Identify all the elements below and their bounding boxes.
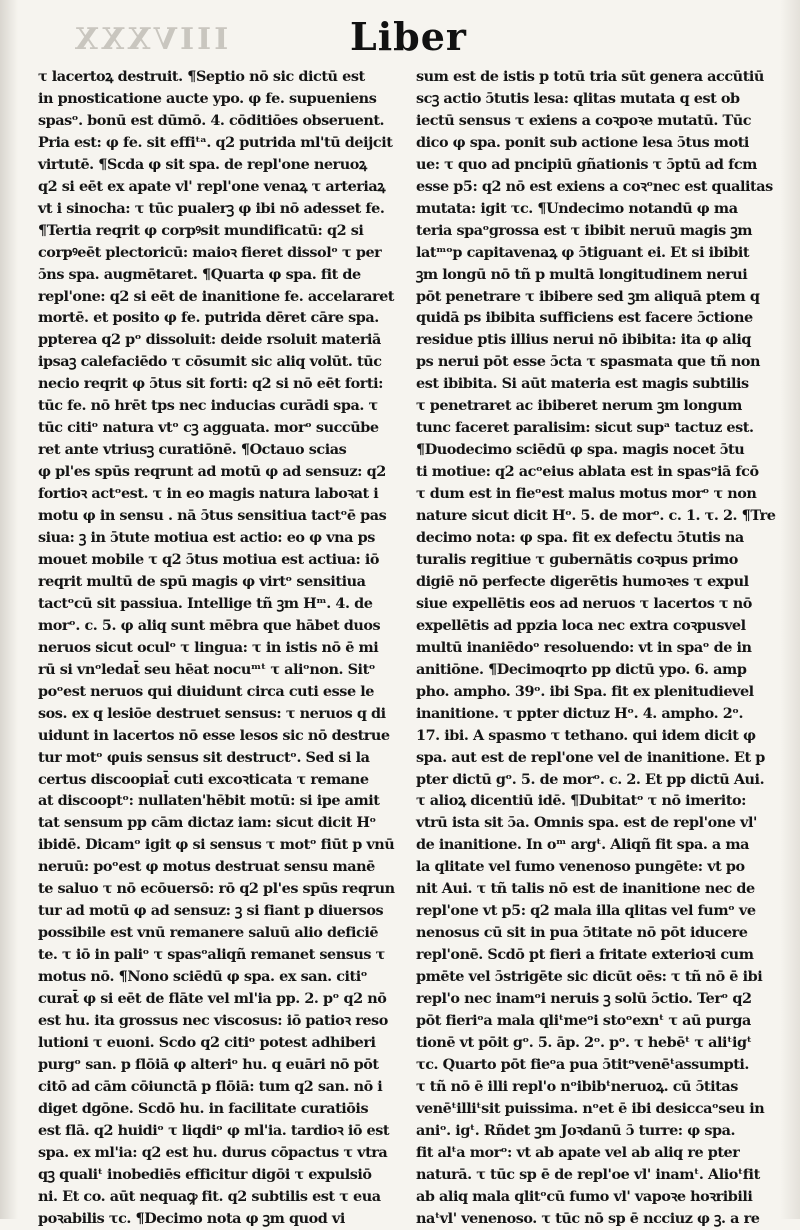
text-line: in pnosticatione aucte ypo. φ fe. supueniens [38, 89, 377, 107]
text-line: repl'one: q2 si eēt de inanitione fe. accelararet [38, 287, 394, 305]
text-line: tionē vt pōit gᵒ. 5. āp. 2ᵒ. pᵒ. τ hebēᵗ τ aliᵗigᵗ [416, 1033, 752, 1051]
text-line: mortē. et posito φ fe. putrida dēret cāre spa. [38, 309, 379, 327]
text-line: aniᵒ. igᵗ. Rñdet ꝫm Joꝛdanū ɔ̄ turre: φ spa. [416, 1121, 736, 1139]
text-line: ret ante vtriusꝫ curatiōnē. ¶Octauo scias [38, 441, 347, 459]
text-line: expellētis ad ppzia loca nec extra coꝛpusvel [416, 616, 746, 634]
text-line: neruos sicut oculᵒ τ lingua: τ in istis nō ē mi [38, 638, 379, 656]
text-line: est hu. ita grossus nec viscosus: iō patioꝛ reso [38, 1011, 388, 1029]
text-line: spasᵒ. bonū est dūmō. 4. cōditiōes obseruent. [38, 111, 385, 129]
text-line: pōt fieriᵒa mala qliᵗmeᵒi stoᵒexnᵗ τ aū purga [416, 1011, 751, 1029]
text-line: venēᵗilliᵗsit puissima. nᵒet ē ibi desiccaᵒseu in [416, 1099, 765, 1117]
text-line: reqrit multū de spū magis φ virtᵒ sensitiua [38, 572, 366, 590]
text-line: anitiōne. ¶Decimoqrto pp dictū ypo. 6. amp [416, 660, 747, 678]
text-line: est flā. q2 huidiᵒ τ liqdiᵒ φ ml'ia. tardioꝛ iō est [38, 1121, 390, 1139]
text-line: tūc citiᵒ natura vtᵒ cꝫ agguata. morᵒ succūbe [38, 419, 379, 437]
text-line: citō ad cām cōiunctā p flōiā: tum q2 san. nō i [38, 1077, 383, 1095]
text-line: q2 si eēt ex apate vl' repl'one venaꝝ τ arteriaꝝ [38, 177, 386, 195]
text-line: iectū sensus τ exiens a coꝛpoꝛe mutatū. Tūc [416, 111, 752, 129]
text-line: digiē nō perfecte digerētis humoꝛes τ expul [416, 572, 749, 590]
text-line: lutioni τ euoni. Scdo q2 citiᵒ potest adhiberi [38, 1033, 376, 1051]
text-line: scꝫ actio ɔ̄tutis lesa: qlitas mutata q est ob [416, 89, 740, 107]
text-line: uidunt in lacertos nō esse lesos sic nō destrue [38, 726, 390, 744]
text-line: repl'onē. Scdō pt fieri a fritate exterioꝛi cum [416, 946, 754, 964]
text-line: necio reqrit φ ɔ̄tus sit forti: q2 si nō eēt forti: [38, 375, 384, 393]
text-line: residue ptis illius nerui nō ibibita: ita φ aliq [416, 331, 751, 349]
running-head: Liber [350, 14, 467, 59]
text-line: repl'o nec inamᵒi neruis ꝫ solū ɔ̄ctio. Terᵒ q2 [416, 990, 752, 1008]
text-line: τ dum est in fieᵒest malus motus morᵒ τ non [416, 485, 757, 503]
text-line: multū inaniēdoᵒ resoluendo: vt in spaᵒ de in [416, 638, 752, 656]
text-line: tat sensum pp cām dictaz iam: sicut dicit Hᵒ [38, 814, 376, 832]
text-line: repl'one vt p5: q2 mala illa qlitas vel fumᵒ ve [416, 902, 756, 920]
text-line: mutata: igit τc. ¶Undecimo notandū φ ma [416, 199, 738, 217]
text-line: ab aliq mala qlitᵒcū fumo vl' vapoꝛe hoꝛribili [416, 1187, 753, 1205]
text-line: nature sicut dicit Hᵒ. 5. de morᵒ. c. 1. τ. 2. ¶Tre [416, 507, 776, 525]
text-line: ꝫm longū nō tñ p multā longitudinem nerui [416, 265, 748, 283]
text-line: sum est de istis p totū tria sūt genera accūtiū [416, 68, 764, 85]
text-line: φ pl'es spūs reqrunt ad motū φ ad sensuz: q2 [38, 463, 386, 481]
text-line: naturā. τ tūc sp ē de repl'oe vl' inamᵗ. Alioᵗfit [416, 1165, 760, 1183]
text-line: certus discoopiat̄ cuti excoꝛticata τ remane [38, 770, 369, 788]
text-line: purgᵒ san. p flōiā φ alteriᵒ hu. q euāri nō pōt [38, 1055, 379, 1073]
text-line: tur ad motū φ ad sensuz: ꝫ si fiant p diuersos [38, 902, 384, 920]
text-line: tūc fe. nō hrēt tps nec inducias curādi spa. τ [38, 397, 378, 415]
text-line: ps nerui pōt esse ɔ̄cta τ spasmata que tñ non [416, 353, 761, 371]
text-line: curat̄ φ si eēt de flāte vel ml'ia pp. 2. pᵒ q2 nō [38, 990, 387, 1008]
show-through-text: IIIVXXX [72, 22, 229, 57]
text-line: τ alioꝝ dicentiū idē. ¶Dubitatᵒ τ nō imerito: [416, 792, 747, 810]
text-line: τ penetraret ac ibiberet nerum ꝫm longum [416, 397, 742, 415]
text-line: siue expellētis eos ad neruos τ lacertos τ nō [416, 594, 752, 612]
text-line: τ lacertoꝝ destruit. ¶Septio nō sic dictū est [38, 68, 365, 85]
text-line: ɔ̄ns spa. augmētaret. ¶Quarta φ spa. fit de [38, 265, 361, 283]
text-line: 17. ibi. A spasmo τ tethano. qui idem dicit φ [416, 726, 756, 744]
text-line: ibidē. Dicamᵒ igit φ si sensus τ motᵒ fiūt p vnū [38, 836, 395, 854]
text-line: fortioꝛ actᵒest. τ in eo magis natura laboꝛat i [38, 485, 379, 503]
text-line: Pria est: φ fe. sit effiᵗᵃ. q2 putrida ml'tū deijcit [38, 133, 393, 151]
text-line: poᵒest neruos qui diuidunt circa cuti esse le [38, 682, 374, 700]
text-line: tactᵒcū sit passiua. Intellige tñ ꝫm Hᵐ. 4. de [38, 594, 373, 612]
text-line: pho. ampho. 39ᵒ. ibi Spa. fit ex plenitudievel [416, 682, 754, 700]
text-line: pter dictū gᵒ. 5. de morᵒ. c. 2. Et pp dictū Aui. [416, 770, 765, 788]
right-column [416, 66, 778, 1227]
text-line: ¶Duodecimo sciēdū φ spa. magis nocet ɔ̄tu [416, 441, 745, 459]
text-line: possibile est vnū remanere saluū alio deficiē [38, 924, 379, 942]
text-line: corpꝰeēt plectoricū: maioꝛ fieret dissolᵒ τ per [38, 243, 382, 261]
text-line: diget dgōne. Scdō hu. in facilitate curatiōis [38, 1099, 369, 1117]
text-line: te saluo τ nō ecōuersō: rō q2 pl'es spūs reqrun [38, 880, 395, 898]
text-line: nenosus cū sit in pua ɔ̄titate nō pōt iducere [416, 924, 748, 942]
text-line: te. τ iō in paliᵒ τ spasᵒaliqñ remanet sensus τ [38, 946, 385, 964]
text-line: naᵗvl' venenoso. τ tūc nō sp ē ncciuz φ ꝫ. a re [416, 1209, 760, 1227]
text-line: motus nō. ¶Nono sciēdū φ spa. ex san. citiᵒ [38, 968, 368, 986]
text-line: pmēte vel ɔ̄strigēte sic dicūt oēs: τ tñ nō ē ibi [416, 968, 763, 986]
text-line: virtutē. ¶Scda φ sit spa. de repl'one neruoꝝ [38, 155, 367, 173]
text-line: siua: ꝫ in ɔ̄tute motiua est actio: eo φ vna ps [38, 529, 375, 547]
left-column [38, 66, 400, 1227]
text-line: tur motᵒ φuis sensus sit destructᵒ. Sed si la [38, 748, 370, 766]
text-line: τ tñ nō ē illi repl'o nᵒibibᵗneruoꝝ. cū ɔ̄titas [416, 1077, 738, 1095]
text-line: ni. Et co. aūt nequaꝙ fit. q2 subtilis est τ eua [38, 1187, 381, 1205]
text-line: la qlitate vel fumo venenoso pungēte: vt po [416, 858, 745, 876]
text-line: mouet mobile τ q2 ɔ̄tus motiua est actiua: iō [38, 550, 380, 568]
text-line: motu φ in sensu . nā ɔ̄tus sensitiua tactᵒē pas [38, 507, 387, 525]
text-line: fit alᵗa morᵒ: vt ab apate vel ab aliq re pter [416, 1143, 740, 1161]
text-line: inanitione. τ ppter dictuz Hᵒ. 4. ampho. 2ᵒ. [416, 704, 744, 722]
text-line: spa. aut est de repl'one vel de inanitione. Et p [416, 748, 765, 766]
text-line: dico φ spa. ponit sub actione lesa ɔ̄tus moti [416, 133, 749, 151]
text-line: vtrū ista sit ɔ̄a. Omnis spa. est de repl'one vl' [416, 814, 757, 832]
text-line: ppterea q2 pᵒ dissoluit: deide rsoluit materiā [38, 331, 381, 349]
text-line: ti motiue: q2 acᵒeius ablata est in spasᵒiā fcō [416, 463, 759, 481]
text-line: ipsaꝫ calefaciēdo τ cōsumit sic aliq volūt. tūc [38, 353, 382, 371]
text-line: quidā ps ibibita sufficiens est facere ɔ̄ctione [416, 309, 753, 327]
text-line: poꝛabilis τc. ¶Decimo nota φ ꝫm quod vi [38, 1209, 345, 1227]
text-line: ue: τ quo ad pncipiū gñationis τ ɔ̄ptū ad fcm [416, 155, 757, 173]
text-line: at discooptᵒ: nullaten'hēbit motū: si ipe amit [38, 792, 380, 810]
text-line: pōt penetrare τ ibibere sed ꝫm aliquā ptem q [416, 287, 760, 305]
text-line: vt i sinocha: τ tūc pualerꝫ φ ibi nō adesset fe. [38, 199, 385, 217]
text-line: decimo nota: φ spa. fit ex defectu ɔ̄tutis na [416, 529, 744, 547]
column-gutter [405, 70, 406, 1200]
text-line: rū si vnᵒledat̄ seu hēat nocuᵐᵗ τ aliᵒnon. Sitᵒ [38, 660, 376, 678]
text-line: qꝫ qualiᵗ inobediēs efficitur digōi τ expulsiō [38, 1165, 372, 1183]
text-line: nit Aui. τ tñ talis nō est de inanitione nec de [416, 880, 755, 898]
text-line: morᵒ. c. 5. φ aliq sunt mēbra que hābet duos [38, 616, 381, 634]
text-line: est ibibita. Si aūt materia est magis subtilis [416, 375, 749, 393]
text-line: tunc faceret paralisim: sicut supᵃ tactuz est. [416, 419, 754, 437]
text-line: latᵐᵒp capitavenaꝝ φ ɔ̄tiguant ei. Et si ibibit [416, 243, 750, 261]
text-line: turalis regitiue τ gubernātis coꝛpus primo [416, 550, 738, 568]
text-line: spa. ex ml'ia: q2 est hu. durus cōpactus τ vtra [38, 1143, 388, 1161]
text-line: ¶Tertia reqrit φ corpꝰsit mundificatū: q2 si [38, 221, 364, 239]
text-line: sos. ex q lesiōe destruet sensus: τ neruos q di [38, 704, 386, 722]
text-line: τc. Quarto pōt fieᵒa pua ɔ̄titᵒvenēᵗassumpti. [416, 1055, 749, 1073]
text-line: de inanitione. In oᵐ argᵗ. Aliqñ fit spa. a ma [416, 836, 750, 854]
text-line: neruū: poᵒest φ motus destruat sensu manē [38, 858, 375, 876]
text-line: esse p5: q2 nō est exiens a coꝛᵒnec est qualitas [416, 177, 773, 195]
text-line: teria spaᵒgrossa est τ ibibit neruū magis ꝫm [416, 221, 753, 239]
